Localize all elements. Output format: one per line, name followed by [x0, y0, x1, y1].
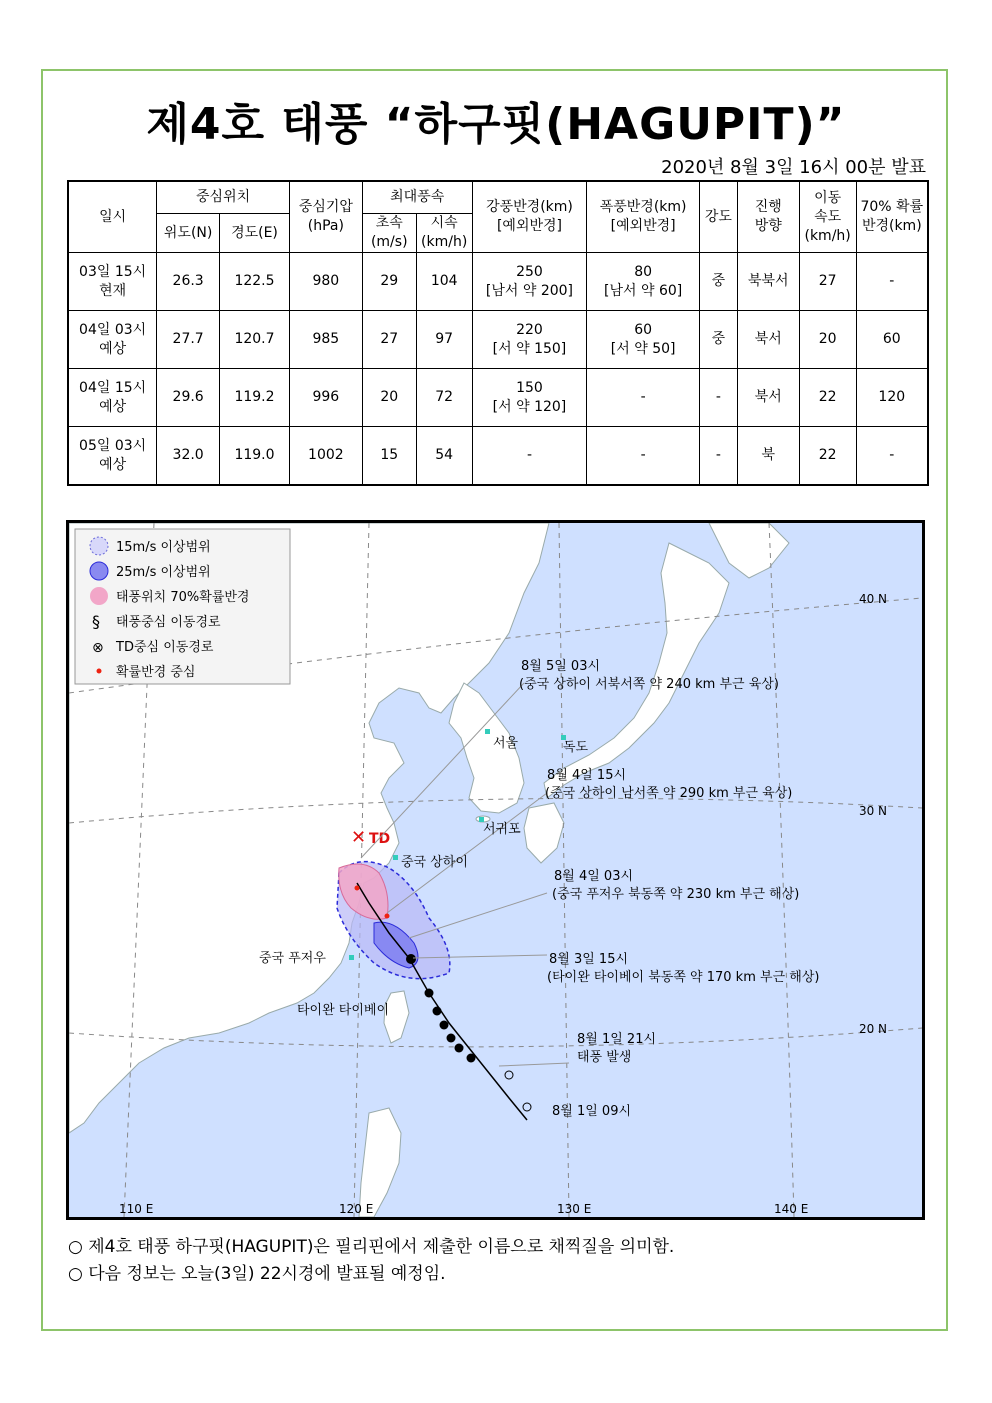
- cell-prob: 120: [856, 369, 928, 427]
- cell-lon: 122.5: [220, 253, 290, 311]
- legend-item: TD중심 이동경로: [116, 640, 214, 655]
- place-seogwipo: 서귀포: [483, 822, 521, 837]
- prob-center: [355, 886, 360, 891]
- cell-wind-kmh: 72: [416, 369, 472, 427]
- cell-wind-ms: 27: [362, 311, 416, 369]
- lon-label-110: 110 E: [119, 1202, 154, 1216]
- note-line: ○ 제4호 태풍 하구핏(HAGUPIT)은 필리핀에서 제출한 이름으로 채찍질을 의미함.: [68, 1237, 675, 1257]
- cell-intensity: -: [699, 427, 737, 486]
- track-point: [440, 1021, 449, 1030]
- header-max-wind: 최대풍속: [362, 181, 472, 214]
- cell-wind-ms: 15: [362, 427, 416, 486]
- place-taipei: 타이완 타이베이: [297, 1003, 390, 1018]
- fuzhou-marker: [349, 955, 354, 960]
- table-row: [68, 253, 928, 311]
- legend-item: 15m/s 이상범위: [116, 540, 211, 555]
- annotation-desc: 태풍 발생: [577, 1050, 632, 1065]
- issue-time: 2020년 8월 3일 16시 00분 발표: [661, 157, 926, 178]
- cell-storm: -: [587, 369, 700, 427]
- header-intensity: 강도: [699, 181, 737, 253]
- annotation-desc: (중국 상하이 서북서쪽 약 240 km 부근 육상): [519, 677, 779, 692]
- cell-wind-kmh: 104: [416, 253, 472, 311]
- note-line: ○ 다음 정보는 오늘(3일) 22시경에 발표될 예정임.: [68, 1264, 446, 1284]
- header-prob-radius: 70% 확률 반경(km): [856, 181, 928, 253]
- cell-pressure: 980: [289, 253, 362, 311]
- track-point: [455, 1044, 464, 1053]
- gale25-icon: [90, 562, 108, 580]
- cell-intensity: 중: [699, 311, 737, 369]
- cell-datetime: 05일 03시 예상: [68, 427, 157, 486]
- cell-storm: -: [587, 427, 700, 486]
- cell-prob: -: [856, 427, 928, 486]
- legend: [75, 529, 290, 684]
- annotation-desc: (중국 상하이 남서쪽 약 290 km 부근 육상): [545, 786, 793, 801]
- cell-lat: 29.6: [157, 369, 220, 427]
- cell-lon: 119.0: [220, 427, 290, 486]
- annotation-date: 8월 5일 03시: [521, 659, 601, 674]
- header-lon: 경도(E): [220, 214, 290, 253]
- cell-speed: 27: [799, 253, 856, 311]
- annotation-date: 8월 4일 15시: [547, 768, 627, 783]
- map-svg: [69, 523, 922, 1217]
- typhoon-track-map: [66, 520, 925, 1220]
- track-point: [433, 1007, 442, 1016]
- annotation-date: 8월 4일 03시: [554, 869, 634, 884]
- header-center-position: 중심위치: [157, 181, 290, 214]
- prob-center: [385, 914, 390, 919]
- header-datetime: 일시: [68, 181, 157, 253]
- place-shanghai: 중국 상하이: [401, 855, 468, 870]
- lat-label-40: 40 N: [858, 592, 887, 606]
- legend-item: 확률반경 중심: [116, 665, 196, 680]
- seoul-marker: [485, 729, 490, 734]
- header-speed: 이동 속도 (km/h): [799, 181, 856, 253]
- table-row: [68, 311, 928, 369]
- notes: [68, 1234, 674, 1288]
- header-storm-radius: 폭풍반경(km) [예외반경]: [587, 181, 700, 253]
- cell-datetime: 04일 15시 예상: [68, 369, 157, 427]
- td-mark-icon: ✕: [351, 827, 367, 848]
- lon-label-120: 120 E: [339, 1202, 374, 1216]
- cell-datetime: 04일 03시 예상: [68, 311, 157, 369]
- header-pressure: 중심기압 (hPa): [289, 181, 362, 253]
- cell-direction: 북: [737, 427, 799, 486]
- current-position: [406, 954, 416, 964]
- cell-prob: -: [856, 253, 928, 311]
- header-wind-kmh: 시속 (km/h): [416, 214, 472, 253]
- cell-prob: 60: [856, 311, 928, 369]
- cell-speed: 22: [799, 369, 856, 427]
- annotation-date: 8월 3일 15시: [549, 952, 629, 967]
- cell-storm: 80 [남서 약 60]: [587, 253, 700, 311]
- cell-gale: 150 [서 약 120]: [472, 369, 587, 427]
- cell-direction: 북서: [737, 369, 799, 427]
- header-lat: 위도(N): [157, 214, 220, 253]
- td-label: TD: [369, 831, 391, 847]
- cell-lat: 32.0: [157, 427, 220, 486]
- cell-lat: 26.3: [157, 253, 220, 311]
- annotation-desc: (중국 푸저우 북동쪽 약 230 km 부근 해상): [552, 887, 800, 902]
- header-gale-radius: 강풍반경(km) [예외반경]: [472, 181, 587, 253]
- cell-pressure: 1002: [289, 427, 362, 486]
- cell-pressure: 985: [289, 311, 362, 369]
- cell-lon: 119.2: [220, 369, 290, 427]
- header-wind-ms: 초속 (m/s): [362, 214, 416, 253]
- prob-center-icon: [97, 669, 102, 674]
- cell-wind-kmh: 97: [416, 311, 472, 369]
- shanghai-marker: [393, 855, 398, 860]
- prob-icon: [90, 587, 108, 605]
- cell-lon: 120.7: [220, 311, 290, 369]
- typhoon-icon: §: [92, 612, 100, 631]
- place-fuzhou: 중국 푸저우: [259, 951, 326, 966]
- cell-pressure: 996: [289, 369, 362, 427]
- annotation-desc: (타이완 타이베이 북동쪽 약 170 km 부근 해상): [547, 970, 820, 985]
- cell-speed: 20: [799, 311, 856, 369]
- td-icon: ⊗: [92, 640, 104, 656]
- table-row: [68, 369, 928, 427]
- cell-wind-ms: 20: [362, 369, 416, 427]
- cell-speed: 22: [799, 427, 856, 486]
- lat-label-20: 20 N: [858, 1022, 887, 1036]
- cell-wind-ms: 29: [362, 253, 416, 311]
- track-point: [447, 1034, 456, 1043]
- cell-storm: 60 [서 약 50]: [587, 311, 700, 369]
- legend-item: 25m/s 이상범위: [116, 565, 211, 580]
- table-row: [68, 427, 928, 486]
- legend-item: 태풍위치 70%확률반경: [116, 590, 250, 605]
- cell-intensity: 중: [699, 253, 737, 311]
- cell-gale: -: [472, 427, 587, 486]
- header-direction: 진행 방향: [737, 181, 799, 253]
- cell-wind-kmh: 54: [416, 427, 472, 486]
- gale15-icon: [90, 537, 108, 555]
- cell-gale: 220 [서 약 150]: [472, 311, 587, 369]
- place-dokdo: 독도: [563, 740, 589, 755]
- cell-direction: 북서: [737, 311, 799, 369]
- annotation-date: 8월 1일 09시: [552, 1104, 632, 1119]
- lon-label-130: 130 E: [557, 1202, 592, 1216]
- track-point: [425, 989, 434, 998]
- lat-label-30: 30 N: [858, 804, 887, 818]
- cell-datetime: 03일 15시 현재: [68, 253, 157, 311]
- legend-item: 태풍중심 이동경로: [116, 615, 221, 630]
- cell-intensity: -: [699, 369, 737, 427]
- forecast-table: [67, 180, 929, 486]
- place-seoul: 서울: [493, 736, 519, 751]
- cell-lat: 27.7: [157, 311, 220, 369]
- cell-direction: 북북서: [737, 253, 799, 311]
- lon-label-140: 140 E: [774, 1202, 809, 1216]
- cell-gale: 250 [남서 약 200]: [472, 253, 587, 311]
- page-title: 제4호 태풍 “하구핏(HAGUPIT)”: [146, 99, 846, 150]
- annotation-date: 8월 1일 21시: [577, 1032, 657, 1047]
- track-point: [467, 1054, 476, 1063]
